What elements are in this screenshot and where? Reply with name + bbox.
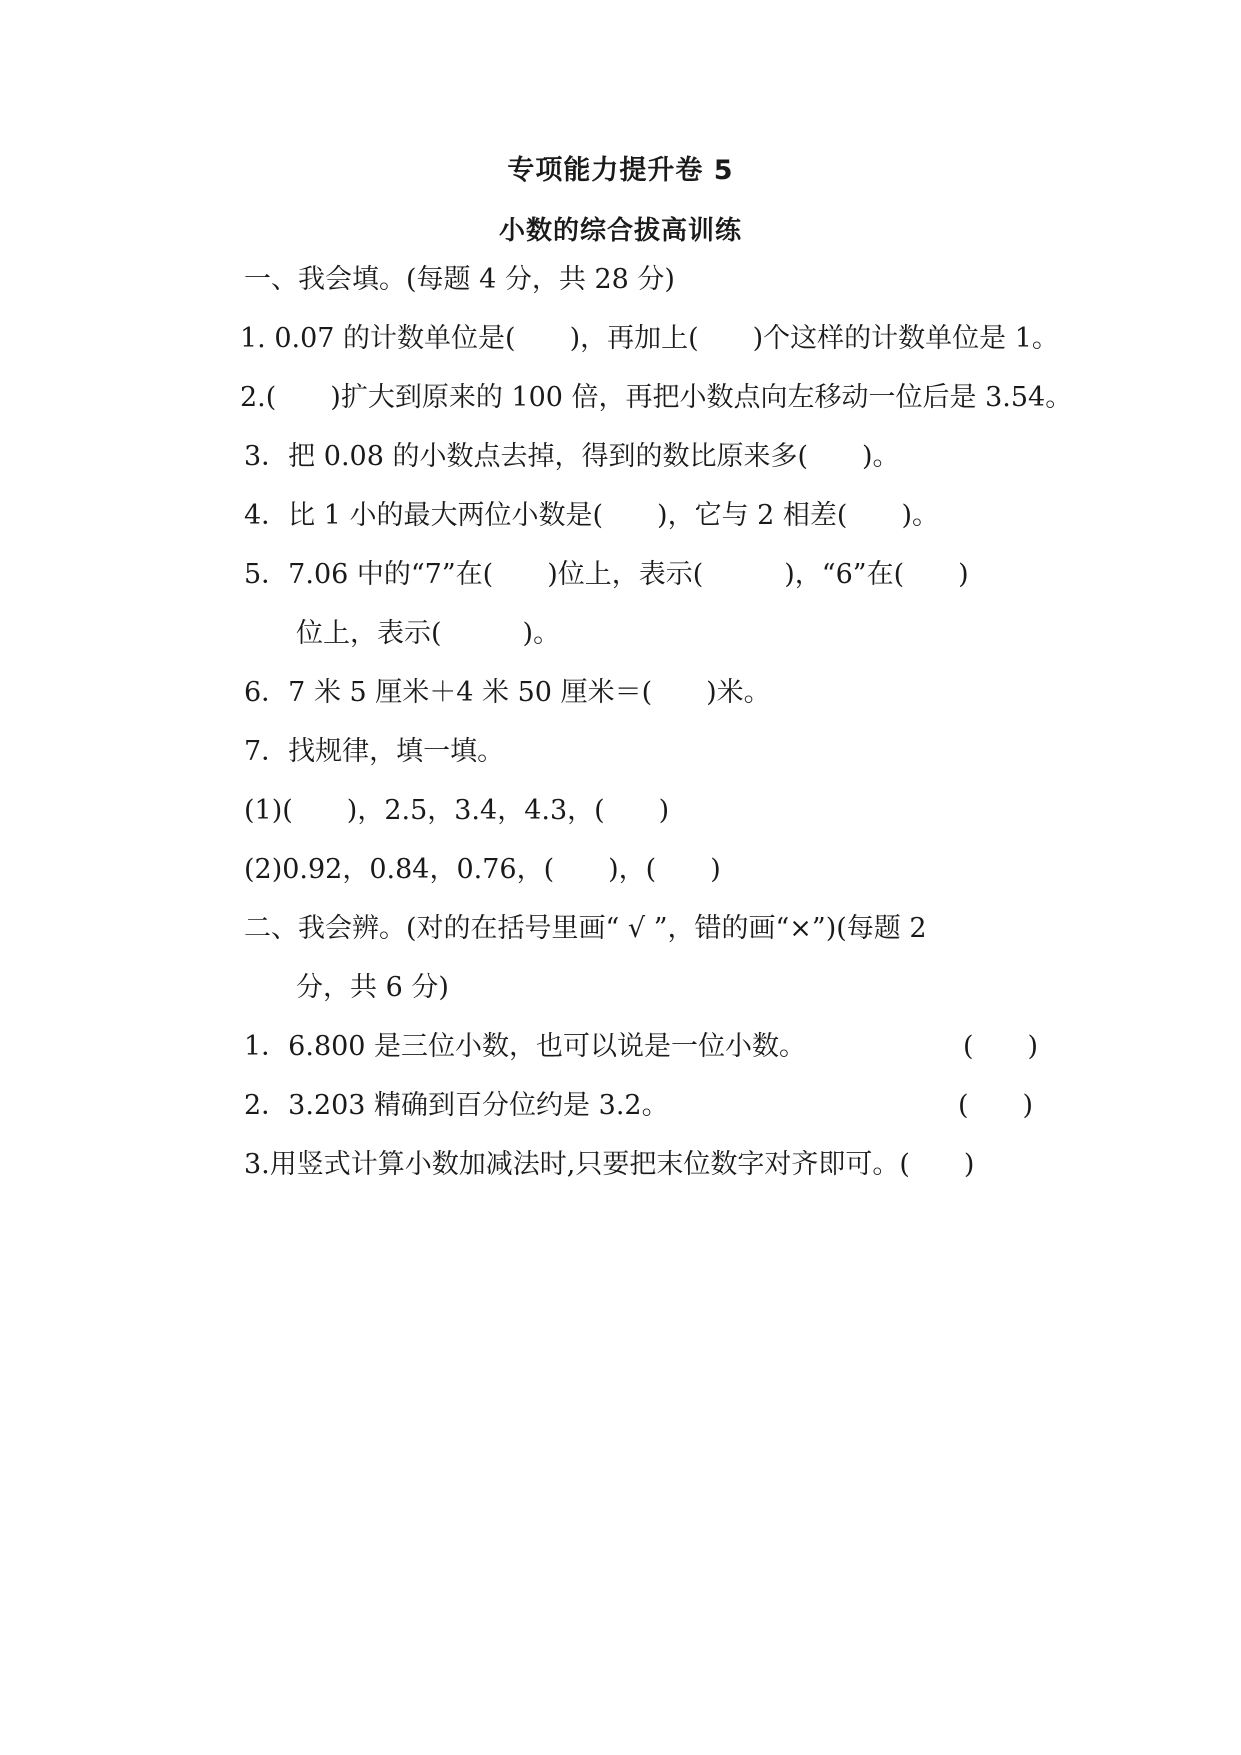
- page-title: 专项能力提升卷 5: [507, 155, 734, 186]
- judge-question-1-answer-paren: ( ): [963, 1031, 1039, 1062]
- fill-question-2: 2.( )扩大到原来的 100 倍，再把小数点向左移动一位后是 3.54。: [240, 382, 1073, 413]
- judge-question-2-answer-paren: ( ): [958, 1090, 1034, 1121]
- page-subtitle: 小数的综合拔高训练: [498, 216, 742, 246]
- fill-question-7: 7．找规律，填一填。: [244, 736, 505, 767]
- fill-question-5-line2: 位上，表示( )。: [296, 618, 561, 649]
- section2-heading-line1: 二、我会辨。(对的在括号里画“ √ ”，错的画“×”)(每题 2: [244, 913, 927, 944]
- fill-question-7-part2: (2)0.92，0.84，0.76，( )，( ): [244, 854, 721, 885]
- section1-heading: 一、我会填。(每题 4 分，共 28 分): [244, 264, 675, 295]
- judge-question-2: 2．3.203 精确到百分位约是 3.2。: [244, 1090, 669, 1121]
- section2-heading-line2: 分，共 6 分): [296, 972, 449, 1003]
- fill-question-3: 3．把 0.08 的小数点去掉，得到的数比原来多( )。: [244, 441, 900, 472]
- judge-question-3: 3.用竖式计算小数加减法时,只要把末位数字对齐即可。( ): [244, 1149, 975, 1180]
- fill-question-6: 6．7 米 5 厘米＋4 米 50 厘米＝( )米。: [244, 677, 771, 708]
- fill-question-4: 4．比 1 小的最大两位小数是( )，它与 2 相差( )。: [244, 500, 939, 531]
- fill-question-5-line1: 5．7.06 中的“7”在( )位上，表示( )，“6”在( ): [244, 559, 969, 590]
- fill-question-1: 1. 0.07 的计数单位是( )，再加上( )个这样的计数单位是 1。: [240, 323, 1059, 354]
- fill-question-7-part1: (1)( )，2.5，3.4，4.3，( ): [244, 795, 670, 826]
- judge-question-1: 1．6.800 是三位小数，也可以说是一位小数。: [244, 1031, 807, 1062]
